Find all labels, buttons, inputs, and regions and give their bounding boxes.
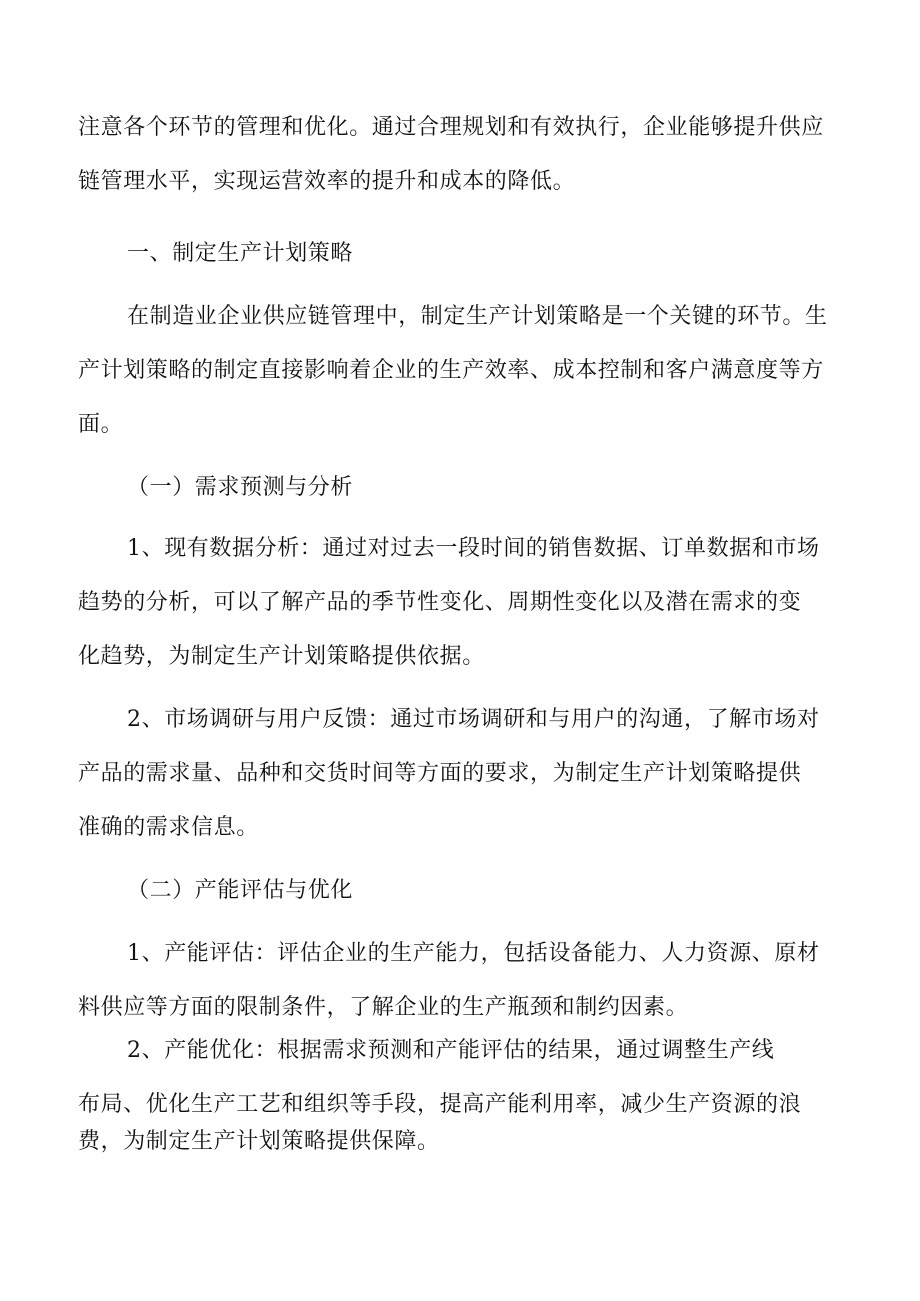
paragraph-4-line-2: 料供应等方面的限制条件，了解企业的生产瓶颈和制约因素。 — [78, 995, 689, 1020]
paragraph-5-line-2: 布局、优化生产工艺和组织等手段，提高产能利用率，减少生产资源的浪 — [78, 1092, 802, 1117]
paragraph-5-line-3: 费，为制定生产计划策略提供保障。 — [78, 1129, 440, 1154]
paragraph-3-line-2: 产品的需求量、品种和交货时间等方面的要求，为制定生产计划策略提供 — [78, 761, 802, 786]
subsection-heading-1: （一）需求预测与分析 — [127, 475, 354, 500]
paragraph-5-line-1: 2、产能优化：根据需求预测和产能评估的结果，通过调整生产线 — [127, 1038, 775, 1063]
paragraph-3-line-1: 2、市场调研与用户反馈：通过市场调研和与用户的沟通，了解市场对 — [127, 707, 820, 732]
paragraph-1-line-2: 产计划策略的制定直接影响着企业的生产效率、成本控制和客户满意度等方 — [78, 358, 824, 383]
paragraph-2-line-3: 化趋势，为制定生产计划策略提供依据。 — [78, 644, 485, 669]
paragraph-4-line-1: 1、产能评估：评估企业的生产能力，包括设备能力、人力资源、原材 — [127, 941, 820, 966]
paragraph-2-line-2: 趋势的分析，可以了解产品的季节性变化、周期性变化以及潜在需求的变 — [78, 590, 802, 615]
paragraph-2-line-1: 1、现有数据分析：通过对过去一段时间的销售数据、订单数据和市场 — [127, 536, 820, 561]
paragraph-intro-line-2: 链管理水平，实现运营效率的提升和成本的降低。 — [78, 169, 576, 194]
paragraph-1-line-3: 面。 — [78, 412, 124, 437]
paragraph-1-line-1: 在制造业企业供应链管理中，制定生产计划策略是一个关键的环节。生 — [127, 304, 828, 329]
subsection-heading-2: （二）产能评估与优化 — [127, 878, 354, 903]
paragraph-intro-line-1: 注意各个环节的管理和优化。通过合理规划和有效执行，企业能够提升供应 — [78, 115, 824, 140]
paragraph-3-line-3: 准确的需求信息。 — [78, 815, 259, 840]
section-heading-1: 一、制定生产计划策略 — [127, 241, 354, 266]
